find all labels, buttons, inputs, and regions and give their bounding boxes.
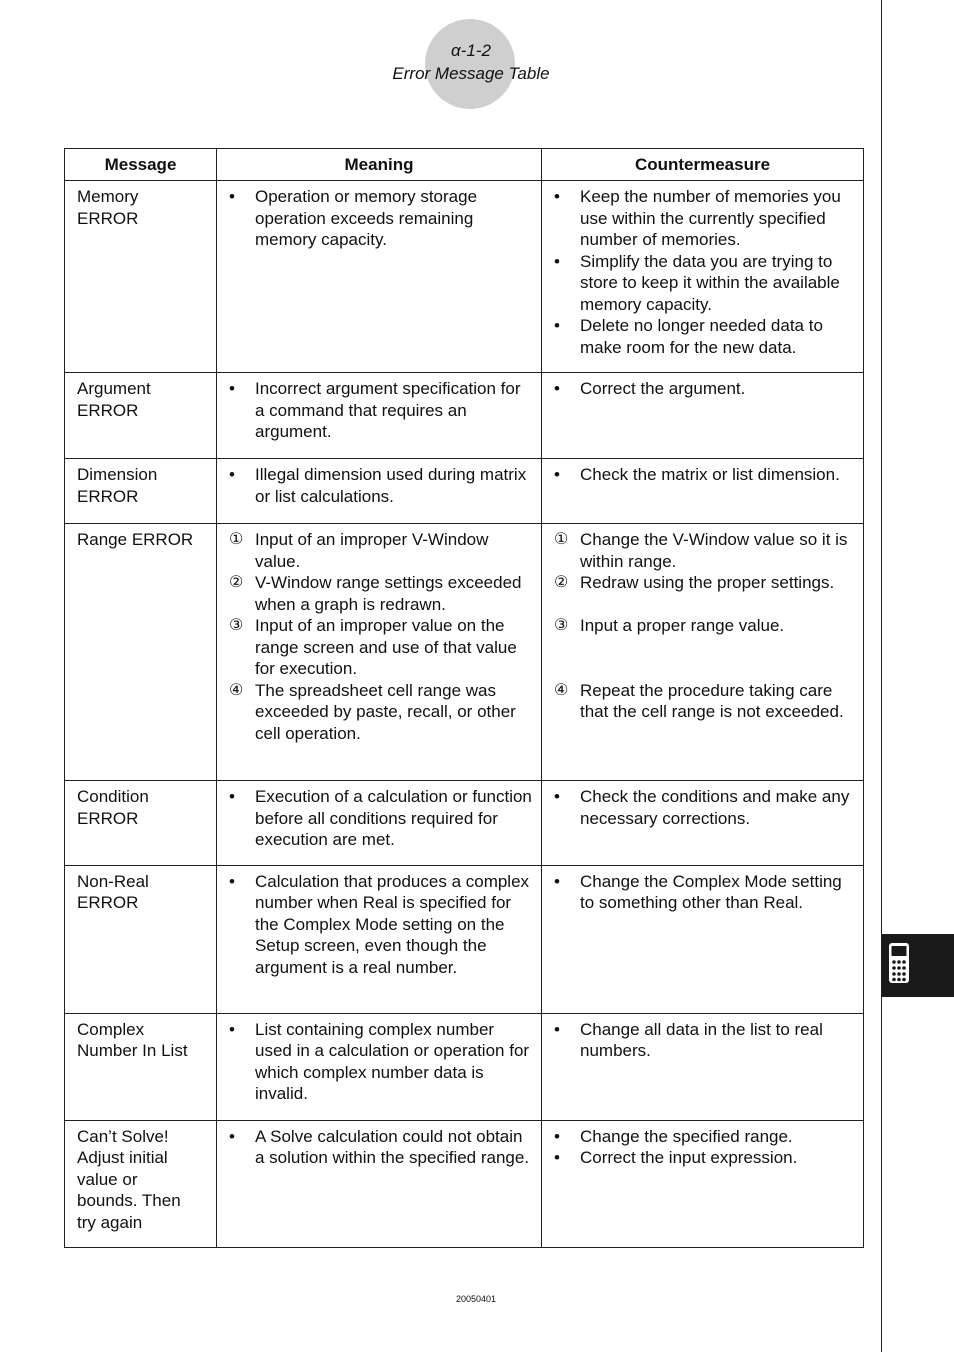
circled-number-3: ③ [554, 617, 569, 634]
spacer [554, 637, 855, 659]
message-cell: Complex Number In List [65, 1013, 217, 1120]
bullet: • [554, 787, 560, 806]
table-row [65, 865, 864, 1013]
footer-code: 20050401 [455, 1294, 497, 1304]
meaning-cell [217, 1013, 542, 1120]
list-item: • Change the specified range. [554, 1126, 793, 1146]
section-tab[interactable] [882, 934, 954, 997]
list-item: ① Input of an improper V-Window value. [229, 530, 489, 571]
list-item: ④ Repeat the procedure taking care that the cell range is not exceeded. [554, 680, 844, 721]
spacer [554, 658, 855, 680]
countermeasure-cell [542, 181, 864, 373]
table-row [65, 1120, 864, 1248]
bullet: • [229, 379, 235, 398]
meaning-cell [217, 459, 542, 524]
bullet: • [229, 1019, 235, 1039]
circled-number-4: ④ [554, 681, 569, 699]
table-row [65, 524, 864, 781]
page-title: Error Message Table [392, 64, 550, 83]
list-item: • List containing complex number used in a calculation or operation for which complex number data is invalid. [229, 1019, 530, 1103]
list-item: • Change all data in the list to real numbers. [554, 1019, 823, 1060]
bullet: • [554, 1148, 560, 1167]
bullet: • [229, 787, 235, 806]
bullet: • [554, 187, 560, 206]
countermeasure-cell [542, 373, 864, 459]
bullet: • [229, 1126, 235, 1146]
list-item: ① Change the V-Window value so it is within range. [554, 530, 848, 571]
message-cell: Dimension ERROR [65, 459, 217, 524]
meaning-cell [217, 1120, 542, 1248]
circled-number-1: ① [229, 531, 244, 548]
countermeasure-cell [542, 865, 864, 1013]
list-item: • Execution of a calculation or function before all conditions required for execution are met. [229, 787, 532, 849]
list-item: • Correct the input expression. [554, 1148, 798, 1167]
column-header-message: Message [65, 149, 217, 181]
message-cell: Range ERROR [65, 524, 217, 781]
circled-number-2: ② [229, 574, 244, 591]
list-item: • Incorrect argument specification for a command that requires an argument. [229, 379, 521, 441]
table-row [65, 181, 864, 373]
list-item: • Check the conditions and make any necessary corrections. [554, 787, 850, 828]
list-item: • Keep the number of memories you use within the currently specified number of memories. [554, 187, 841, 249]
table-row [65, 373, 864, 459]
list-item: • Simplify the data you are trying to store to keep it within the available memory capacity. [554, 251, 840, 314]
list-item: • Calculation that produces a complex number when Real is specified for the Complex Mode setting on the Setup screen, even though the argument is a real number. [229, 871, 530, 977]
column-header-countermeasure: Countermeasure [542, 149, 864, 181]
bullet: • [229, 871, 235, 891]
list-item: • Operation or memory storage operation exceeds remaining memory capacity. [229, 187, 478, 249]
bullet: • [554, 1126, 560, 1146]
column-header-meaning: Meaning [217, 149, 542, 181]
list-item: ② Redraw using the proper settings. [554, 573, 835, 592]
bullet: • [554, 379, 560, 398]
error-message-table [64, 148, 864, 1248]
meaning-cell [217, 524, 542, 781]
bullet: • [229, 465, 235, 484]
page-edge-rule [881, 0, 882, 1352]
table-header-row [65, 149, 864, 181]
meaning-cell [217, 781, 542, 866]
bullet: • [554, 465, 560, 484]
table-row [65, 781, 864, 866]
countermeasure-cell [542, 1013, 864, 1120]
list-item: • Delete no longer needed data to make room for the new data. [554, 316, 823, 357]
list-item: • Change the Complex Mode setting to something other than Real. [554, 871, 842, 912]
bullet: • [554, 251, 560, 271]
message-cell: Non-Real ERROR [65, 865, 217, 1013]
list-item: ② V-Window range settings exceeded when a graph is redrawn. [229, 573, 522, 614]
list-item: • A Solve calculation could not obtain a solution within the specified range. [229, 1126, 530, 1167]
meaning-cell [217, 373, 542, 459]
meaning-cell [217, 181, 542, 373]
calculator-icon [888, 942, 910, 984]
spacer [554, 594, 855, 616]
countermeasure-cell [542, 459, 864, 524]
message-cell: Memory ERROR [65, 181, 217, 373]
table-row [65, 459, 864, 524]
page-number: α-1-2 [451, 41, 491, 60]
meaning-cell [217, 865, 542, 1013]
bullet: • [554, 871, 560, 891]
circled-number-1: ① [554, 531, 569, 548]
countermeasure-cell [542, 1120, 864, 1248]
list-item: • Correct the argument. [554, 379, 746, 398]
list-item: ④ The spreadsheet cell range was exceeded by paste, recall, or other cell operation. [229, 680, 516, 743]
list-item: • Check the matrix or list dimension. [554, 465, 840, 484]
circled-number-3: ③ [229, 617, 244, 634]
table-row [65, 1013, 864, 1120]
circled-number-2: ② [554, 574, 569, 591]
bullet: • [554, 1019, 560, 1039]
circled-number-4: ④ [229, 681, 244, 699]
countermeasure-cell [542, 524, 864, 781]
message-cell: Can’t Solve! Adjust initial value or bounds. Then try again [65, 1120, 217, 1248]
bullet: • [229, 187, 235, 206]
list-item: • Illegal dimension used during matrix or list calculations. [229, 465, 527, 506]
countermeasure-cell [542, 781, 864, 866]
bullet: • [554, 316, 560, 335]
list-item: ③ Input of an improper value on the range screen and use of that value for execution. [229, 616, 517, 678]
message-cell: Condition ERROR [65, 781, 217, 866]
message-cell: Argument ERROR [65, 373, 217, 459]
list-item: ③ Input a proper range value. [554, 616, 785, 635]
